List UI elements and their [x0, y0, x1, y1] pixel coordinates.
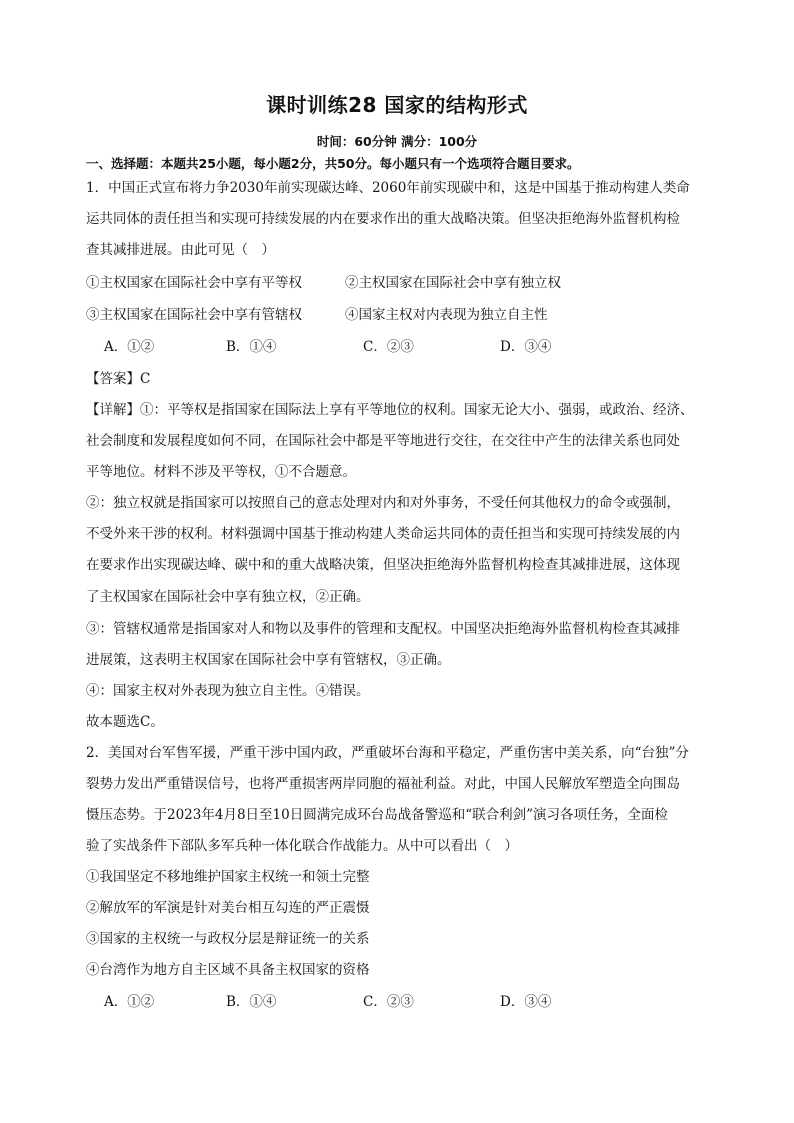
- q1-explanation-line: 进展策，这表明主权国家在国际社会中享有管辖权，③正确。: [86, 652, 451, 668]
- q1-stem-line: 1．中国正式宣布将力争2030年前实现碳达峰、2060年前实现碳中和，这是中国基于推动构建人类命: [86, 180, 690, 196]
- section-heading: 一、选择题：本题共25小题，每小题2分，共50分。每小题只有一个选项符合题目要求。: [86, 156, 580, 171]
- q1-explanation-line: ③：管辖权通常是指国家对人和物以及事件的管理和支配权。中国坚决拒绝海外监督机构检查其减排: [86, 621, 680, 637]
- q2-option-c: C．②③: [363, 994, 414, 1010]
- q1-explanation-line: 【详解】①：平等权是指国家在国际法上享有平等地位的权利。国家无论大小、强弱，或政治、经济、: [86, 402, 694, 418]
- q2-stem-line: 2．美国对台军售军援，严重干涉中国内政，严重破坏台海和平稳定，严重伤害中美关系，向“台独”分: [86, 745, 689, 761]
- q1-stem-line: 运共同体的责任担当和实现可持续发展的内在要求作出的重大战略决策。但坚决拒绝海外监督机构检: [86, 211, 680, 227]
- q1-stem-line: 查其减排进展。由此可见（ ）: [86, 242, 275, 258]
- q2-stem-line: 裂势力发出严重错误信号，也将严重损害两岸同胞的福祉利益。对此，中国人民解放军塑造全向围岛: [86, 776, 680, 792]
- q2-statement: ③国家的主权统一与政权分层是辩证统一的关系: [86, 931, 370, 947]
- q1-statement: ②主权国家在国际社会中享有独立权: [345, 275, 561, 291]
- q1-statement: ③主权国家在国际社会中享有管辖权: [86, 307, 302, 323]
- q2-option-b: B．①④: [226, 994, 277, 1010]
- q1-explanation-line: 了主权国家在国际社会中享有独立权，②正确。: [86, 589, 370, 605]
- q1-option-c: C．②③: [363, 339, 414, 355]
- q1-explanation-line: 社会制度和发展程度如何不同，在国际社会中都是平等地进行交往，在交往中产生的法律关系也同处: [86, 433, 680, 449]
- q1-explanation-line: 故本题选C。: [86, 714, 164, 730]
- q2-statement: ②解放军的军演是针对美台相互勾连的严正震慑: [86, 900, 370, 916]
- q2-statement: ④台湾作为地方自主区域不具备主权国家的资格: [86, 962, 370, 978]
- q2-statement: ①我国坚定不移地维护国家主权统一和领土完整: [86, 869, 370, 885]
- q1-explanation-line: 在要求作出实现碳达峰、碳中和的重大战略决策，但坚决拒绝海外监督机构检查其减排进展，这体现: [86, 557, 680, 573]
- q1-option-b: B．①④: [226, 339, 277, 355]
- q1-explanation-line: ④：国家主权对外表现为独立自主性。④错误。: [86, 683, 370, 699]
- q1-explanation-line: ②：独立权就是指国家可以按照自己的意志处理对内和对外事务，不受任何其他权力的命令或强制，: [86, 495, 680, 511]
- q1-statement: ①主权国家在国际社会中享有平等权: [86, 275, 302, 291]
- q1-option-a: A．①②: [104, 339, 155, 355]
- q1-explanation-line: 平等地位。材料不涉及平等权，①不合题意。: [86, 464, 356, 480]
- q1-explanation-line: 不受外来干涉的权利。材料强调中国基于推动构建人类命运共同体的责任担当和实现可持续发展的内: [86, 526, 680, 542]
- q2-option-d: D．③④: [500, 994, 552, 1010]
- page-title: 课时训练28 国家的结构形式: [266, 93, 528, 117]
- q2-stem-line: 慑压态势。于2023年4月8日至10日圆满完成环台岛战备警巡和“联合利剑”演习各项任务，全面检: [86, 807, 669, 823]
- q2-option-a: A．①②: [104, 994, 155, 1010]
- q1-answer: 【答案】C: [86, 371, 151, 387]
- q2-stem-line: 验了实战条件下部队多军兵种一体化联合作战能力。从中可以看出（ ）: [86, 838, 518, 854]
- q1-option-d: D．③④: [500, 339, 552, 355]
- exam-info: 时间：60分钟 满分：100分: [316, 134, 478, 149]
- q1-statement: ④国家主权对内表现为独立自主性: [345, 307, 548, 323]
